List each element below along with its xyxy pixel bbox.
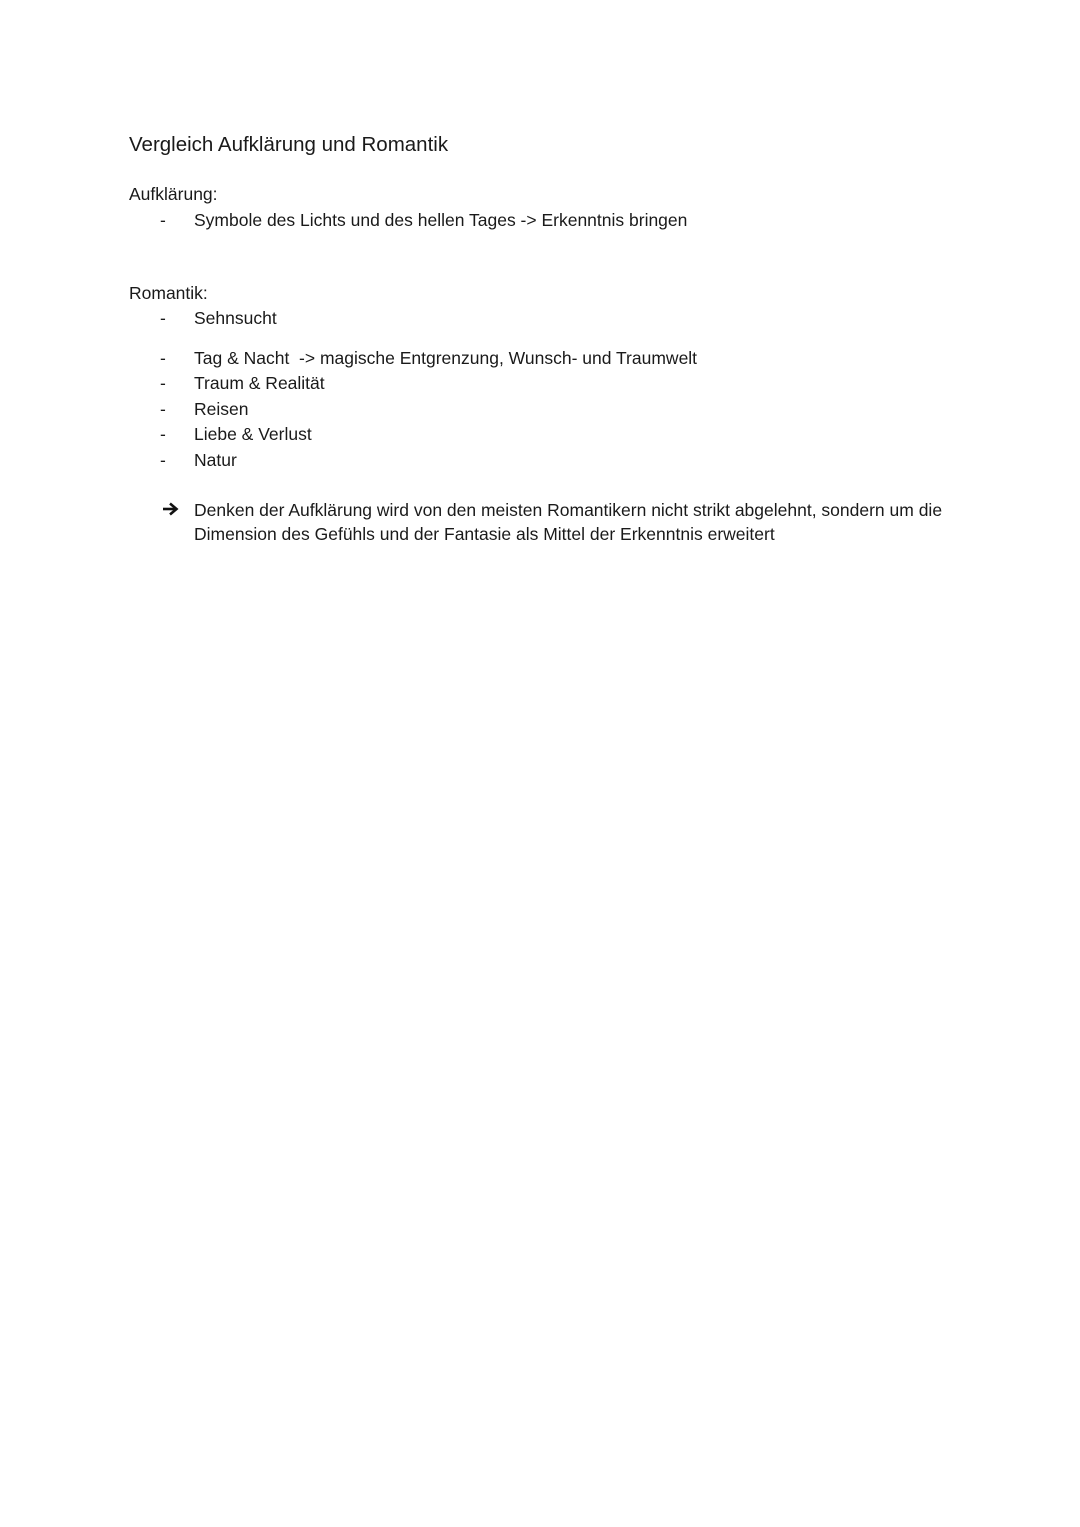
conclusion (0, 498, 1080, 550)
section-heading-romantik: Romantik: (129, 283, 208, 303)
list-item-text: Natur (194, 450, 237, 470)
list-item-text: Symbole des Lichts und des hellen Tages -> Erkenntnis bringen (194, 210, 688, 230)
bullet-dash: - (160, 399, 166, 419)
list-item (0, 346, 1080, 370)
page-title: Vergleich Aufklärung und Romantik (129, 133, 449, 156)
bullet-dash: - (160, 373, 166, 393)
list-item (0, 208, 1080, 232)
bullet-dash: - (160, 450, 166, 470)
list-item-text: Reisen (194, 399, 249, 419)
list-item (0, 306, 1080, 330)
list-item-text: Tag & Nacht -> magische Entgrenzung, Wunsch- und Traumwelt (194, 348, 698, 368)
list-item-text: Liebe & Verlust (194, 424, 312, 444)
bullet-dash: - (160, 210, 166, 230)
list-item-text: Traum & Realität (194, 373, 325, 393)
bullet-dash: - (160, 348, 166, 368)
section-heading-aufklaerung: Aufklärung: (129, 184, 218, 204)
bullet-dash: - (160, 424, 166, 444)
list-item (0, 448, 1080, 472)
conclusion-text: Denken der Aufklärung wird von den meisten Romantikern nicht strikt abgelehnt, sondern um die Dimension des Gefühls und der Fantasie als Mittel der Erkenntnis erweitert (194, 500, 943, 544)
list-item (0, 397, 1080, 421)
bullet-dash: - (160, 308, 166, 328)
list-item (0, 371, 1080, 395)
list-item (0, 422, 1080, 446)
list-item-text: Sehnsucht (194, 308, 277, 328)
right-arrow-icon (162, 500, 180, 523)
